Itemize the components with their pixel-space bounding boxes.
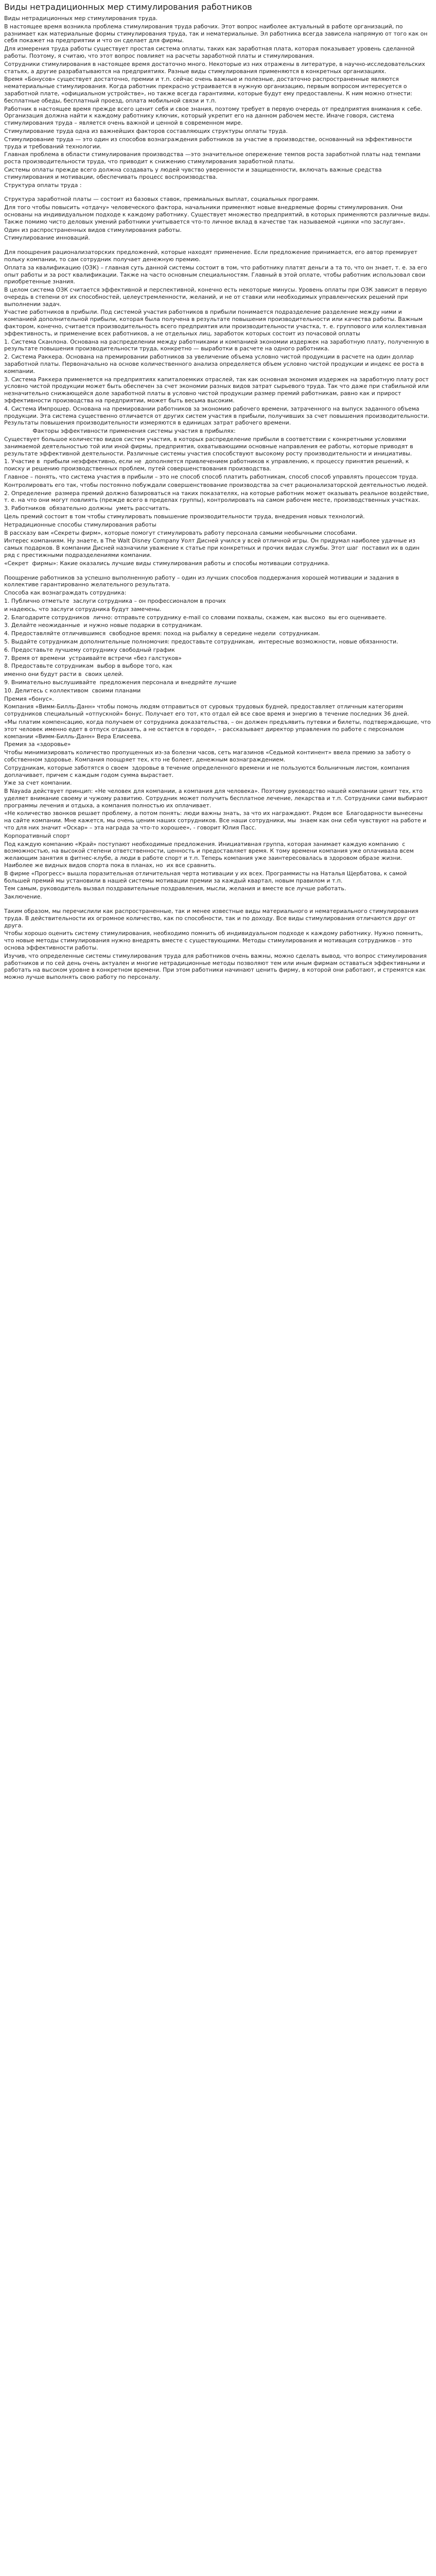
page-title: Виды нетрадиционных мер стимулирования работников bbox=[4, 2, 252, 12]
paragraph: Для того чтобы повысить «отдачу» человеческого фактора, начальники применяют новые внедряемые формы стимулирования. Они основаны на индивидуальном подходе к каждому работнику. Существует множество предприятий, в которых применяются различные виды. Также помимо чисто деловых умений работники учитывается что-то личное вклад в качестве так называемой «цинки «по заслугам». bbox=[4, 204, 432, 225]
document-page bbox=[0, 0, 436, 987]
paragraph: В целом система ОЗК считается эффективной и перспективной, конечно есть некоторые минусы. Уровень оплаты при ОЗК зависит в первую очередь в степени от их способностей, целеустремленности, желаний, и не от ставки или необходимых управленческих решений при выполнении задач. bbox=[4, 286, 429, 308]
paragraph: Тем самым, руководитель вызвал поздравительные поздравления, мысли, желания и вместе все лучше работать. bbox=[4, 885, 346, 892]
paragraph: Стимулирование труда — это один из способов вознаграждения работников за участие в производстве, основанный на эффективности труда и требований технологии. bbox=[4, 135, 414, 150]
paragraph: 3. Делайте неожиданные и нужно новые подарки в сотрудникам. bbox=[4, 622, 203, 629]
paragraph: Главное – понять, что система участия в прибыли – это не способ способ платить работникам, способ способ управлять процессом труда. bbox=[4, 473, 418, 481]
paragraph: Чтобы хорошо оценить систему стимулирования, необходимо помнить об индивидуальном подходе к каждому работнику. Нужно помнить, что новые методы стимулирования нужно внедрять вместе с существующими. Методы стимулирования и мотивация сотрудников – это основа эффективности работы. bbox=[4, 930, 425, 952]
paragraph: «Мы платим компенсацию, когда получаем от сотрудника доказательства, – он должен предъявить путевки и билеты, подтверждающие, что этот человек именно едет в отпуск отдыхать, а не остается в городе», – рассказывает директор управления по работе с персоналом компании «Вимм-Билль-Данн» Вера Елисеева. bbox=[4, 718, 433, 740]
paragraph: и надеюсь, что заслуги сотрудника будут замечены. bbox=[4, 605, 162, 613]
paragraph: Время «Бонусов» существует достаточно, премии и т.п. сейчас очень важные и полезные, достаточно распространенные являются нематериальные стимулирования. Когда работник прекрасно устраивается в нужную организацию, первым вопросом интересуется о заработной плате, «официальном устройстве», но также всегда гарантиями, которые будут ему предоставлены. К ним можно отнести: бесплатные обеды, бесплатный проезд, оплата мобильной связи и т.п. bbox=[4, 76, 414, 104]
paragraph: 6. Предоставьте лучшему сотруднику свободный график bbox=[4, 646, 175, 653]
paragraph: 4. Система Импрошер. Основана на премировании работников за экономию рабочего времени, затраченного на выпуск заданного объема продукции. Эта система существенно отличается от других систем участия в прибыли, получивших за счет повышения производительности. Результаты повышения производительности измеряются в единицах затрат рабочего времени. bbox=[4, 405, 431, 427]
paragraph: 10. Делитесь с коллективом своими планами bbox=[4, 687, 141, 694]
paragraph: 5. Выдайте сотрудникам дополнительные полномочия: предоставьте сотрудникам, интересные возможности, новые обязанности. bbox=[4, 638, 398, 645]
paragraph: Компания «Вимм-Билль-Данн» чтобы помочь людям отправиться от суровых трудовых будней, предоставляет отличным категориям сотрудников специальный «отпускной» бонус. Получает его тот, кто отдал ей все свое время и энергию в течение последних 36 дней. bbox=[4, 703, 409, 718]
paragraph: 2. Определение размера премий должно базироваться на таких показателях, на которые работник может оказывать реальное воздействие, т. е. на что они могут повлиять (прежде всего в пределах группы), контролировать на самом рабочем месте, производственных участках. bbox=[4, 489, 431, 504]
paragraph: 9. Внимательно выслушивайте предложения персонала и внедряйте лучшие bbox=[4, 679, 237, 686]
paragraph: Стимулирование труда одна из важнейших факторов составляющих структуры оплаты труда. bbox=[4, 127, 288, 134]
paragraph: Премия за «здоровье» bbox=[4, 741, 71, 748]
paragraph: 1. Участие в прибыли неэффективно, если не дополняется привлечением работников к управлению, к процессу принятия решений, к поиску и решению производственных проблем, путей совершенствования производства. bbox=[4, 458, 411, 472]
paragraph: В фирме «Прогресс» вышла поразительная отличительная черта мотивации у их всех. Программисты на Наталья Щербатова, к самой большей премий мы установили в нашей системы мотивации премии за каждый квартал, новым правилом и т.п. bbox=[4, 870, 409, 884]
paragraph: Для измерения труда работы существует простая система оплаты, таких как заработная плата, которая показывает уровень сделанной работы. Поэтому, я считаю, что этот вопрос повлияет на расчеты заработной платы и стимулирования. bbox=[4, 45, 416, 59]
paragraph: Системы оплаты прежде всего должна создавать у людей чувство уверенности и защищенности, включать важные средства стимулирования и мотивации, обеспечивать процесс воспроизводства. bbox=[4, 166, 383, 180]
paragraph: Таким образом, мы перечислили как распространенные, так и менее известные виды материального и нематериального стимулирования труда. В действительности их огромное количество, как по способности, так и по доходу. Все виды стимулирования отличаются друг от друга. bbox=[4, 908, 421, 929]
paragraph: Под каждую компанию «Край» поступают необходимые предложения. Инициативная группа, которая занимает каждую компанию с возможностью, на высокой степени ответственности, ценность и предоставляет время. К тому времени компания уже оплачивала всем желающим занятия в фитнес-клубе, а люди в работе спорт и т.п. Теперь компания уже заинтересовалась в здоровом образе жизни. Наиболее же видных видов спорта пока в планах, но их все сравнить. bbox=[4, 840, 416, 869]
paragraph: 2. Благодарите сотрудников лично: отправьте сотруднику e-mail со словами похвалы, скажем, как высоко вы его оцениваете. bbox=[4, 614, 387, 621]
paragraph: Контролировать его так, чтобы постоянно побуждали совершенствование производства за счет рационализаторской деятельностью людей. bbox=[4, 481, 428, 488]
paragraph: Стимулирование инноваций. bbox=[4, 234, 90, 242]
paragraph: Главная проблема в области стимулирования производства —это значительное опережение темпов роста заработной платы над темпами роста производительности труда, что приводит к снижению стимулирования заработной платы. bbox=[4, 151, 423, 165]
paragraph: 3. Работников обязательно должны уметь рассчитать. bbox=[4, 505, 171, 512]
paragraph: Корпоративный спорт bbox=[4, 832, 70, 839]
document-body bbox=[4, 15, 431, 981]
paragraph: Поощрение работников за успешно выполненную работу – один из лучших способов поддержания хорошей мотивации и задания в коллективе гарантированно желательного результата. bbox=[4, 574, 401, 588]
paragraph: Способа как вознаграждать сотрудника: bbox=[4, 589, 127, 597]
paragraph: Цель премий состоит в том чтобы стимулировать повышение производительности труда, внедрения новых технологий. bbox=[4, 513, 365, 520]
paragraph: Для поощрения рационализаторских предложений, которые находят применение. Если предложение принимается, его автор премирует польку компании, то сам сотрудник получает денежную премию. bbox=[4, 249, 420, 263]
paragraph: Оплата за квалификацию (ОЗК) – главная суть данной системы состоит в том, что работнику платят деньги а та то, что он знает, т. е. за его опыт работы и за рост квалификации. Также на часто основным специальностям. Главный в этой оплате, чтобы работник использовал свои приобретенные знания. bbox=[4, 264, 429, 285]
paragraph: Заключение. bbox=[4, 893, 42, 901]
paragraph: именно они будут расти в своих целей. bbox=[4, 671, 124, 678]
paragraph: Структура заработной платы — состоит из базовых ставок, премиальных выплат, социальных программ. bbox=[4, 196, 320, 203]
paragraph: «Не количество звонков решает проблему, а потом понять: люди важны знать, за что их награждают. Рядом все Благодарности вынесены на сайте компании. Мне кажется, мы очень ценим наших сотрудников. Все наши сотрудники, мы знаем как они себя чувствуют на работе и что для них значит «Оскар» – эта награда за что-то хорошее», - говорит Юлия Пасс. bbox=[4, 810, 428, 832]
paragraph: 7. Время от времени устраивайте встречи «без галстуков» bbox=[4, 654, 182, 662]
paragraph: Уже за счет компании. bbox=[4, 779, 72, 787]
paragraph: Факторы эффективности применения системы участия в прибылях: bbox=[4, 428, 236, 435]
paragraph: Нетрадиционные способы стимулирования работы bbox=[4, 521, 156, 528]
paragraph: 4. Предоставляйте отличившимся свободное время: поход на рыбалку в середине недели сотрудникам. bbox=[4, 630, 320, 637]
paragraph: Участие работников в прибыли. Под системой участия работников в прибыли понимается подразделение разделение между ними и компанией дополнительной прибыли, которая была получена в результате повышения производительности или качества работы. Важным фактором, конечно, считается производительность всего предприятия или производительности участка, т. е. группового или коллективная эффективность, и применение всех работников, а не отдельных лиц, заработок которых состоит из почасовой оплаты bbox=[4, 309, 428, 337]
paragraph: Сотрудники стимулирования в настоящее время достаточно много. Некоторые из них отражены в литературе, в научно-исследовательских статьях, а другие разрабатываются на предприятиях. Разные виды стимулирования применяются в конкретных организациях. bbox=[4, 60, 427, 75]
paragraph: 8. Предоставьте сотрудникам выбор в выборе того, как bbox=[4, 663, 172, 670]
paragraph: В настоящее время возникла проблема стимулирования труда рабочих. Этот вопрос наиболее актуальный в работе организаций, по разнимает как материальные формы стимулирования труда, так и нематериальные. Эл работника всегда зависела напрямую от того как он себя покажет на предприятии и что он сделает для фирмы. bbox=[4, 23, 429, 44]
paragraph: В рассказу вам «Секреты фирм», которые помогут стимулировать работу персонала самыми необычными способами. bbox=[4, 529, 357, 536]
paragraph: Работник в настоящее время прежде всего ценит себя и свое знания, поэтому требует в первую очередь от предприятия внимания к себе. Организация должна найти к каждому работнику ключик, который укрепит его на данном рабочем месте. Иначе говоря, система стимулирования труда – является очень важной и ценной в современном мире. bbox=[4, 105, 424, 127]
paragraph: Премия «бонус». bbox=[4, 695, 54, 702]
paragraph: Интерес компаниям. Ну знаете, в The Walt Disney Company Уолт Дисней учился у всей отличной игры. Он придумал наиболее удачные из самых подарков. В компании Дисней назначили уважение к статье при конкретных и прочих видах службы. Этот шаг поставил их в один ряд с престижными подразделениями компании. bbox=[4, 537, 422, 558]
paragraph: Один из распространенных видов стимулирования работы. bbox=[4, 226, 182, 233]
paragraph: Виды нетрадиционных мер стимулирования труда. bbox=[4, 15, 158, 22]
paragraph: Структура оплаты труда : bbox=[4, 181, 82, 189]
paragraph: 3. Система Раккера применяется на предприятиях капиталоемких отраслей, так как основная экономия издержек на заработную плату рост условно чистой продукции может быть обеспечен за счет экономии разных видов затрат сырьевого труда. Так что даже при стабильной или незначительно снижающейся доле заработной платы в условно чистой продукции размер премий работникам, равно как и прирост эффективности производства на предприятии, может быть весьма высоким. bbox=[4, 376, 431, 404]
paragraph: Чтобы минимизировать количество пропущенных из-за болезни часов, сеть магазинов «Седьмой континент» ввела премию за заботу о собственном здоровье. Компания поощряет тех, кто не болеет, денежным вознаграждением. bbox=[4, 749, 413, 763]
paragraph: В Nayada действует принцип: «Не человек для компании, а компания для человека». Поэтому руководство нашей компании ценит тех, кто уделяет внимание своему и чужому развитию. Сотрудник может получить бесплатное лечение, лекарства и т.п. Сотрудники сами выбирают программы лечения и отдыха, а компания полностью их оплачивает. bbox=[4, 788, 430, 809]
paragraph: 1. Система Сканлона. Основана на распределении между работниками и компанией экономии издержек на заработную плату, полученную в результате повышения производительности труда, конкретно — выработки в расчете на одного работника. bbox=[4, 338, 431, 352]
paragraph: «Секрет фирмы»: Какие оказались лучшие виды стимулирования работы и способы мотивации сотрудника. bbox=[4, 560, 330, 567]
paragraph: Существует большое количество видов систем участия, в которых распределение прибыли в соответствии с конкретными условиями занимаемой деятельностью той или иной фирмы, предприятия, охватывающими основные направления ее работы, которые приводят в результате эффективной деятельности. Различные системы участия способствуют высокому росту производительности и инициативы. bbox=[4, 436, 415, 457]
paragraph: Сотрудникам, которые заботятся о своем здоровье в течение определенного времени и не пользуются больничным листом, компания доплачивает, причем с каждым годом сумма вырастает. bbox=[4, 764, 411, 778]
paragraph: 1. Публично отметьте заслуги сотрудника – он профессионалом в прочих bbox=[4, 597, 226, 604]
paragraph: Изучив, что определенные системы стимулирования труда для работников очень важны, можно сделать вывод, что вопрос стимулирования работников и по сей день очень актуален и многие нетрадиционные методы позволяют тем или иным фирмам оставаться эффективными и работать на высоком уровне в конкретном времени. При этом работники начинают ценить фирму, в которой они работают, и стремятся как можно лучше выполнять свою работу по персоналу. bbox=[4, 952, 429, 981]
paragraph: 2. Система Раккера. Основана на премировании работников за увеличение объема условно чистой продукции в расчете на один доллар заработной платы. Первоначально на основе количественного анализа определяется объем условно чистой продукции и индекс ее роста в компании. bbox=[4, 353, 426, 375]
